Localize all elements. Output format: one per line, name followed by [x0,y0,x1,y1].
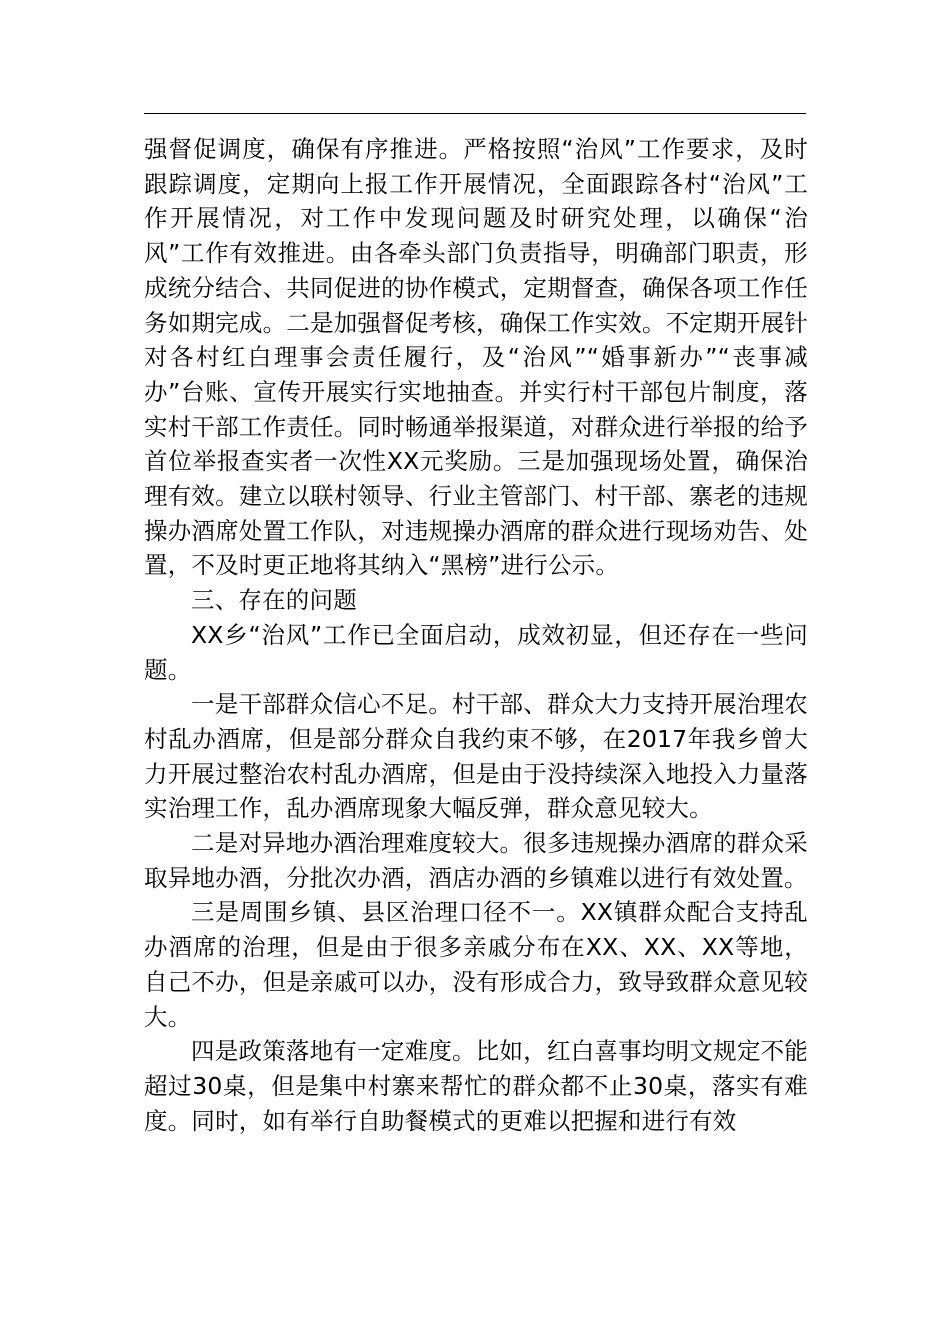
paragraph-problem-three: 三是周围乡镇、县区治理口径不一。XX镇群众配合支持乱办酒席的治理，但是由于很多亲戚分布在XX、XX、XX等地，自己不办，但是亲戚可以办，没有形成合力，致导致群众意见较大。 [144,898,808,1031]
paragraph-problem-four: 四是政策落地有一定难度。比如，红白喜事均明文规定不能超过30桌，但是集中村寨来帮忙的群众都不止30桌，落实有难度。同时，如有举行自助餐模式的更难以把握和进行有效 [144,1037,808,1135]
paragraph-continued-measures: 强督促调度，确保有序推进。严格按照“治风”工作要求，及时跟踪调度，定期向上报工作开展情况，全面跟踪各村“治风”工作开展情况，对工作中发现问题及时研究处理，以确保“治风”工作有效推进。由各牵头部门负责指导，明确部门职责，形成统分结合、共同促进的协作模式，定期督查，确保各项工作任务如期完成。二是加强督促考核，确保工作实效。不定期开展针对各村红白理事会责任履行，及“治风”“婚事新办”“丧事减办”台账、宣传开展实行实地抽查。并实行村干部包片制度，落实村干部工作责任。同时畅通举报渠道，对群众进行举报的给予首位举报查实者一次性XX元奖励。三是加强现场处置，确保治理有效。建立以联村领导、行业主管部门、村干部、寨老的违规操办酒席处置工作队，对违规操办酒席的群众进行现场劝告、处置，不及时更正地将其纳入“黑榜”进行公示。 [144,135,808,580]
section-heading-problems: 三、存在的问题 [191,586,357,615]
header-divider [144,113,806,114]
document-body [144,132,808,1138]
paragraph-problem-two: 二是对异地办酒治理难度较大。很多违规操办酒席的群众采取异地办酒，分批次办酒，酒店办酒的乡镇难以进行有效处置。 [144,829,808,892]
paragraph-problem-one: 一是干部群众信心不足。村干部、群众大力支持开展治理农村乱办酒席，但是部分群众自我约束不够，在2017年我乡曾大力开展过整治农村乱办酒席，但是由于没持续深入地投入力量落实治理工作，乱办酒席现象大幅反弹，群众意见较大。 [144,690,808,823]
paragraph-problems-intro: XX乡“治风”工作已全面启动，成效初显，但还存在一些问题。 [144,620,808,684]
